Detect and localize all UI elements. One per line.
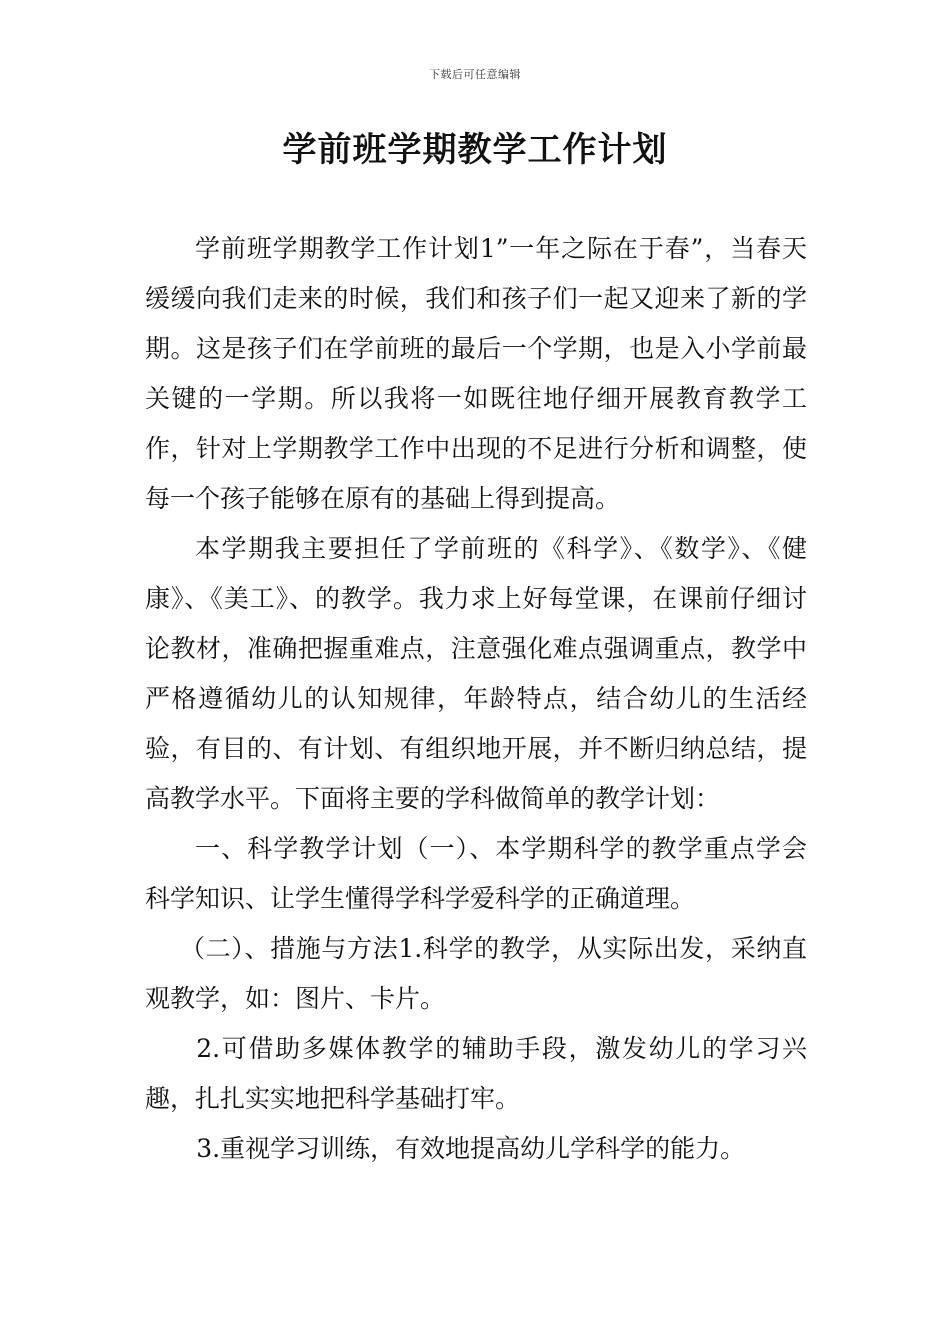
paragraph-subjects: 本学期我主要担任了学前班的《科学》、《数学》、《健康》、《美工》、的教学。我力求上好每堂课，在课前仔细讨论教材，准确把握重难点，注意强化难点强调重点，教学中严格遵循幼儿的认知规律，年龄特点，结合幼儿的生活经验，有目的、有计划、有组织地开展，并不断归纳总结，提高教学水平。下面将主要的学科做简单的教学计划： [145,534,807,813]
document-body [145,224,807,1174]
document-title: 学前班学期教学工作计划 [282,130,668,170]
paragraph-item-3: 3.重视学习训练，有效地提高幼儿学科学的能力。 [196,1134,746,1163]
paragraph-measures: （二）、措施与方法1.科学的教学，从实际出发，采纳直观教学，如：图片、卡片。 [145,934,807,1013]
paragraph-item-2: 2.可借助多媒体教学的辅助手段，激发幼儿的学习兴趣，扎扎实实地把科学基础打牢。 [145,1034,807,1113]
header-note: 下载后可任意编辑 [429,68,521,81]
paragraph-science-plan: 一、科学教学计划（一）、本学期科学的教学重点学会科学知识、让学生懂得学科学爱科学的正确道理。 [145,834,807,913]
paragraph-intro: 学前班学期教学工作计划1”一年之际在于春”，当春天缓缓向我们走来的时候，我们和孩子们一起又迎来了新的学期。这是孩子们在学前班的最后一个学期，也是入小学前最关键的一学期。所以我将一如既往地仔细开展教育教学工作，针对上学期教学工作中出现的不足进行分析和调整，使每一个孩子能够在原有的基础上得到提高。 [145,234,807,513]
